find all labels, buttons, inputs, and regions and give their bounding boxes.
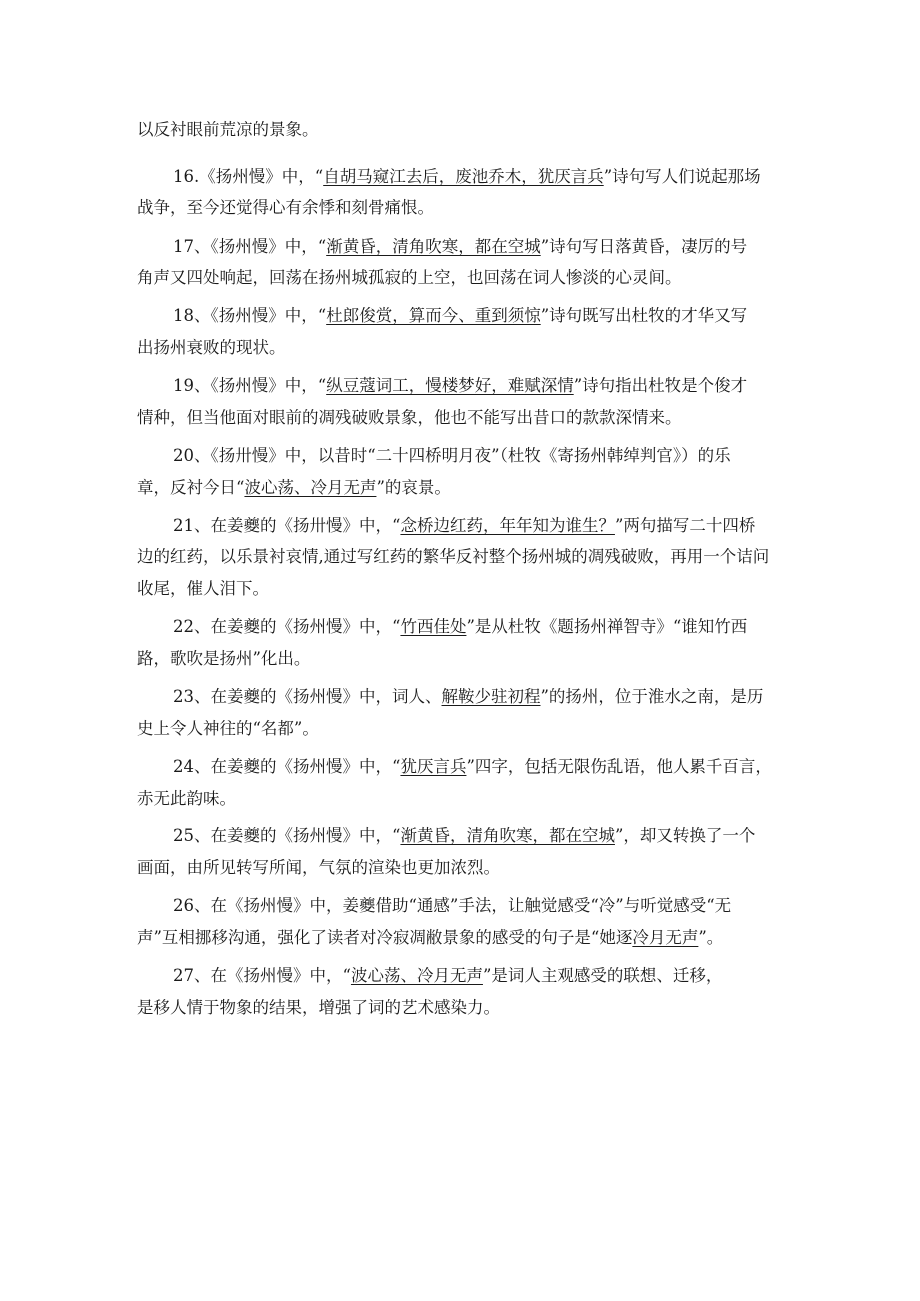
item-17-text: ”诗句写日落黄昏，凄厉的号 [540, 237, 748, 256]
item-18-text: 出扬州衰败的现状。 [137, 338, 286, 357]
item-20-text: ”的哀景。 [376, 478, 451, 497]
item-20-line-1 [173, 446, 731, 466]
item-24-quote: 犹厌言兵 [400, 757, 467, 776]
item-16-line-2 [137, 198, 434, 218]
item-22-line-1 [173, 617, 747, 637]
item-18-text: 18、《扬州慢》中，“ [173, 306, 327, 325]
item-17-text: 17、《扬州慢》中，“ [173, 237, 327, 256]
item-23-quote: 解鞍少驻初程 [441, 687, 541, 706]
item-20-text: 章，反衬今日“ [137, 478, 245, 497]
item-19-text: 情种，但当他面对眼前的凋残破败景象，他也不能写出昔口的款款深情来。 [137, 408, 682, 427]
item-19-line-2 [137, 408, 682, 428]
item-26-quote: 冷月无声 [632, 928, 699, 947]
item-23-line-2 [137, 719, 319, 739]
item-23-text: 23、在姜夔的《扬州慢》中，词人、 [173, 687, 442, 706]
item-21-line-1 [173, 516, 755, 536]
item-27-line-1 [173, 966, 722, 986]
item-19-text: 19、《扬州慢》中，“ [173, 376, 327, 395]
item-27-line-2 [137, 998, 500, 1018]
intro-line [137, 120, 319, 140]
item-24-text: ”四字，包括无限伤乱语，他人累千百言， [466, 757, 772, 776]
item-22-line-2 [137, 649, 310, 669]
item-17-line-1 [173, 237, 747, 257]
item-26-line-1 [173, 896, 731, 916]
item-27-text: 是移人情于物象的结果，增强了词的艺术感染力。 [137, 998, 500, 1017]
item-18-quote: 杜郎俊赏，算而今、重到须惊 [326, 306, 541, 325]
item-23-line-1 [173, 687, 763, 707]
item-27-text: ”是词人主观感受的联想、迁移， [482, 966, 723, 985]
item-17-text: 角声又四处响起，回荡在扬州城孤寂的上空，也回荡在词人惨淡的心灵间。 [137, 268, 682, 287]
intro-text: 以反衬眼前荒凉的景象。 [137, 120, 319, 139]
item-25-text: 25、在姜夔的《扬州慢》中，“ [173, 826, 401, 845]
item-26-line-2 [137, 928, 723, 948]
item-27-quote: 波心荡、冷月无声 [350, 966, 483, 985]
item-26-text: ”。 [698, 928, 724, 947]
item-23-text: 史上令人神往的“名都”。 [137, 719, 319, 738]
item-25-text: 画面，由所见转写所闻，气氛的渲染也更加浓烈。 [137, 858, 500, 877]
item-19-quote: 纵豆蔻词工，慢楼梦好，难赋深情 [326, 376, 574, 395]
item-18-line-1 [173, 306, 747, 326]
item-24-text: 24、在姜夔的《扬州慢》中，“ [173, 757, 401, 776]
item-20-quote: 波心荡、冷月无声 [244, 478, 377, 497]
item-25-line-1 [173, 826, 755, 846]
item-16-text: ”诗句写人们说起那场 [603, 167, 761, 186]
item-24-line-1 [173, 757, 772, 777]
item-19-line-1 [173, 376, 747, 396]
item-26-text: 26、在《扬州慢》中，姜夔借助“通感”手法，让触觉感受“冷”与听觉感受“无 [173, 896, 732, 915]
item-17-quote: 渐黄昏，清角吹寒，都在空城 [326, 237, 541, 256]
item-20-line-2 [137, 478, 451, 498]
item-20-text: 20、《扬卅慢》中，以昔时“二十四桥明月夜”（杜牧《寄扬州韩绰判官》）的乐 [173, 446, 731, 465]
item-22-text: ”是从杜牧《题扬州禅智寺》“谁知竹西 [466, 617, 748, 636]
item-24-line-2 [137, 789, 236, 809]
item-21-quote: 念桥边红药，年年知为谁生？ [400, 516, 615, 535]
item-22-text: 22、在姜夔的《扬州慢》中，“ [173, 617, 401, 636]
item-18-text: ”诗句既写出杜牧的才华又写 [540, 306, 748, 325]
item-24-text: 赤无此韵味。 [137, 789, 236, 808]
item-23-text: ”的扬州，位于淮水之南，是历 [540, 687, 764, 706]
item-21-text: 收尾，催人泪下。 [137, 579, 269, 598]
item-16-line-1 [173, 167, 761, 187]
item-21-line-2 [137, 547, 769, 567]
item-16-text: 16.《扬州慢》中，“ [173, 167, 324, 186]
item-19-text: ”诗句指出杜牧是个俊才 [573, 376, 748, 395]
item-18-line-2 [137, 338, 286, 358]
item-25-quote: 渐黄昏，清角吹寒，都在空城 [400, 826, 615, 845]
item-21-text: 边的红药，以乐景衬哀情,通过写红药的繁华反衬整个扬州城的凋残破败，再用一个诘问 [137, 547, 770, 566]
item-21-text: 21、在姜夔的《扬卅慢》中，“ [173, 516, 401, 535]
item-22-quote: 竹西佳处 [400, 617, 467, 636]
item-25-line-2 [137, 858, 500, 878]
item-21-line-3 [137, 579, 269, 599]
item-17-line-2 [137, 268, 682, 288]
item-25-text: ”，却又转换了一个 [614, 826, 756, 845]
item-16-text: 战争，至今还觉得心有余悸和刻骨痛恨。 [137, 198, 434, 217]
item-26-text: 声”互相挪移沟通，强化了读者对冷寂凋敝景象的感受的句子是“她逐 [137, 928, 633, 947]
item-22-text: 路，歌吹是扬州”化出。 [137, 649, 311, 668]
item-27-text: 27、在《扬州慢》中，“ [173, 966, 351, 985]
item-16-quote: 自胡马窥江去后，废池乔木，犹厌言兵 [323, 167, 604, 186]
item-21-text: ”两句描写二十四桥 [614, 516, 756, 535]
